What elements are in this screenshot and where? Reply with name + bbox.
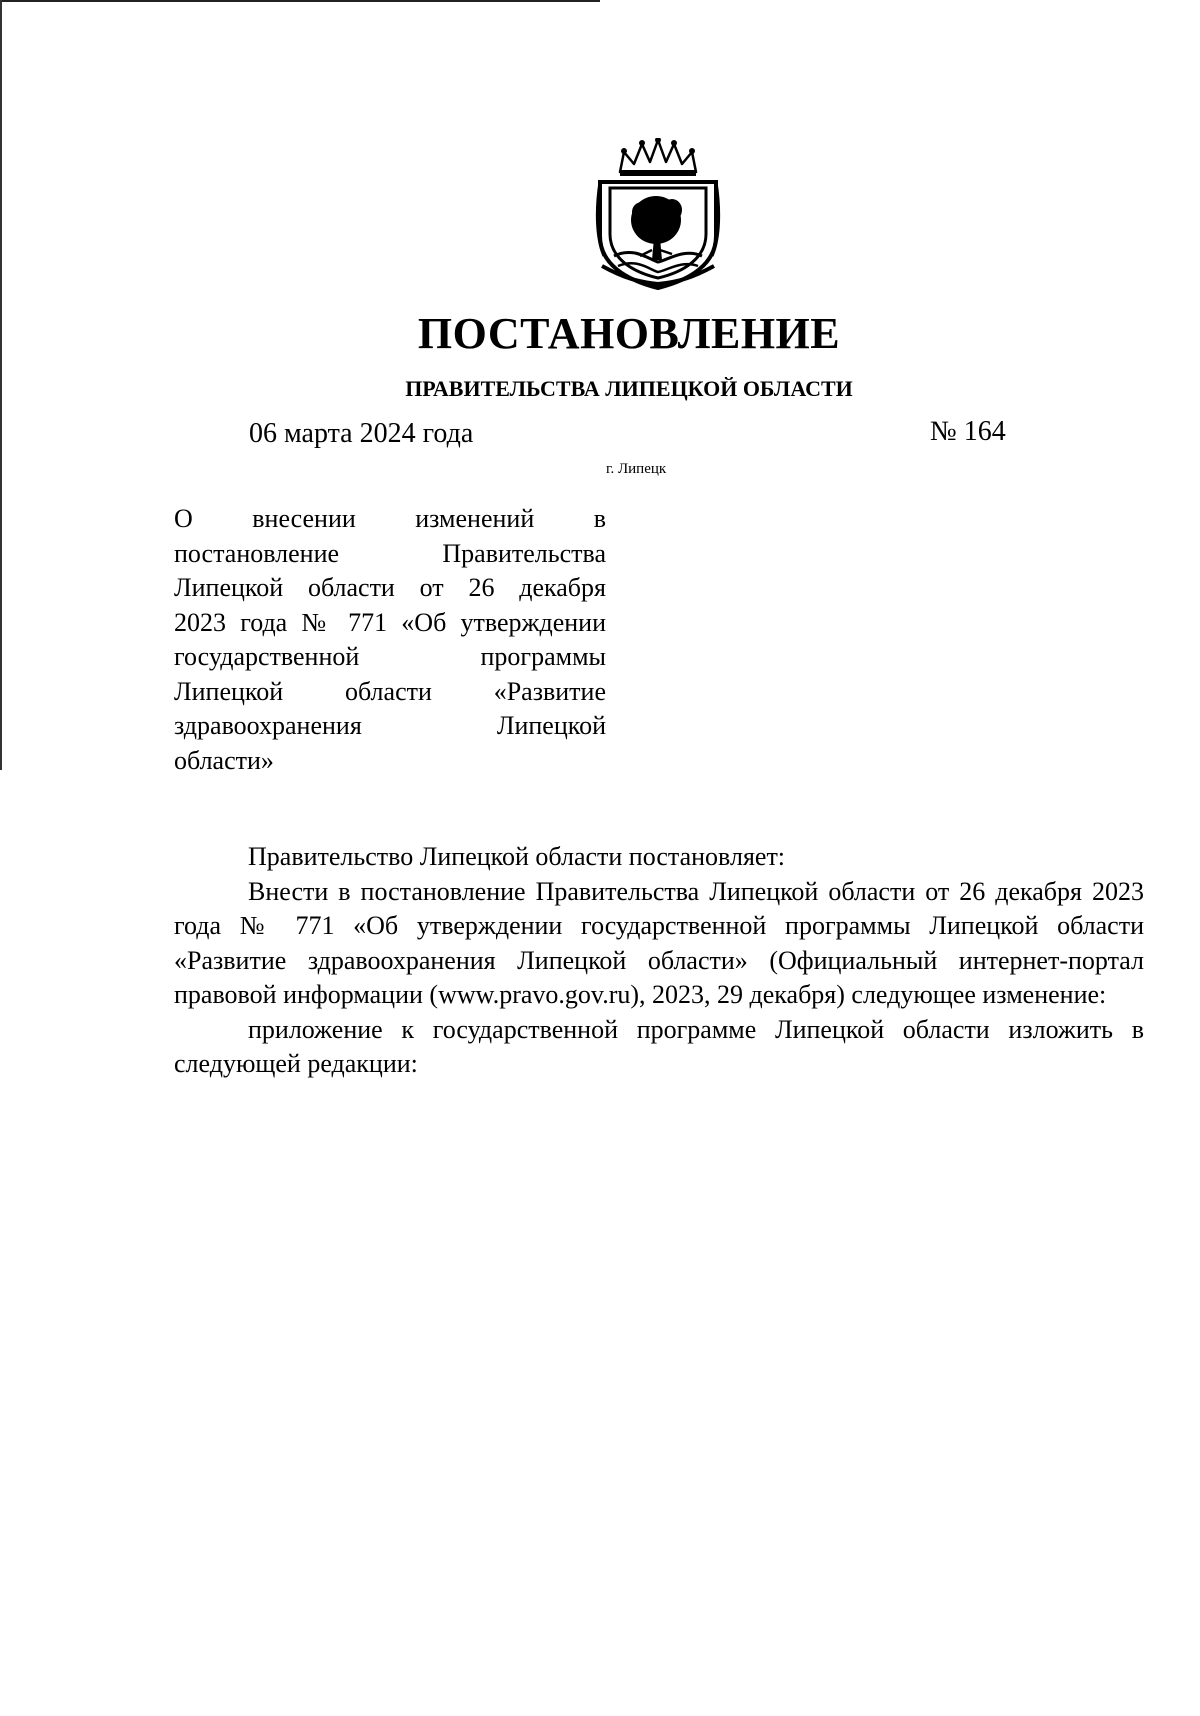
subject-line: постановление Правительства — [174, 538, 606, 568]
document-date: 06 марта 2024 года — [249, 418, 474, 449]
coat-of-arms-icon — [594, 138, 722, 290]
subject-line: 2023 года № 771 «Об утверждении — [174, 607, 606, 637]
body-paragraph: приложение к государственной программе Липецкой области изложить в следующей редакции: — [174, 1014, 1144, 1078]
issuing-authority: ПРАВИТЕЛЬСТВА ЛИПЕЦКОЙ ОБЛАСТИ — [405, 376, 853, 401]
document-subject — [174, 502, 606, 778]
subject-line: О внесении изменений в — [174, 504, 606, 533]
document-body — [174, 840, 1144, 1082]
subject-line: здравоохранения Липецкой — [174, 711, 606, 740]
document-number: № 164 — [930, 416, 1006, 447]
subject-line: Липецкой области от 26 декабря — [174, 573, 606, 602]
subject-line: государственной программы — [174, 642, 606, 671]
document-place: г. Липецк — [606, 461, 667, 477]
scan-border-top — [0, 0, 600, 2]
subject-line: области» — [174, 745, 274, 775]
document-type: ПОСТАНОВЛЕНИЕ — [417, 309, 841, 358]
body-paragraph: Внести в постановление Правительства Липецкой области от 26 декабря 2023 года № 771 «Об утверждении государственной программы Липецкой области «Развитие здравоохранения Липецкой области» (Официальный интернет-портал правовой информации (www.pravo.gov.ru), 2023, 29 декабря) следующее изменение: — [174, 876, 1144, 1009]
subject-line: Липецкой области «Развитие — [174, 676, 606, 706]
body-paragraph: Правительство Липецкой области постановляет: — [248, 842, 786, 871]
